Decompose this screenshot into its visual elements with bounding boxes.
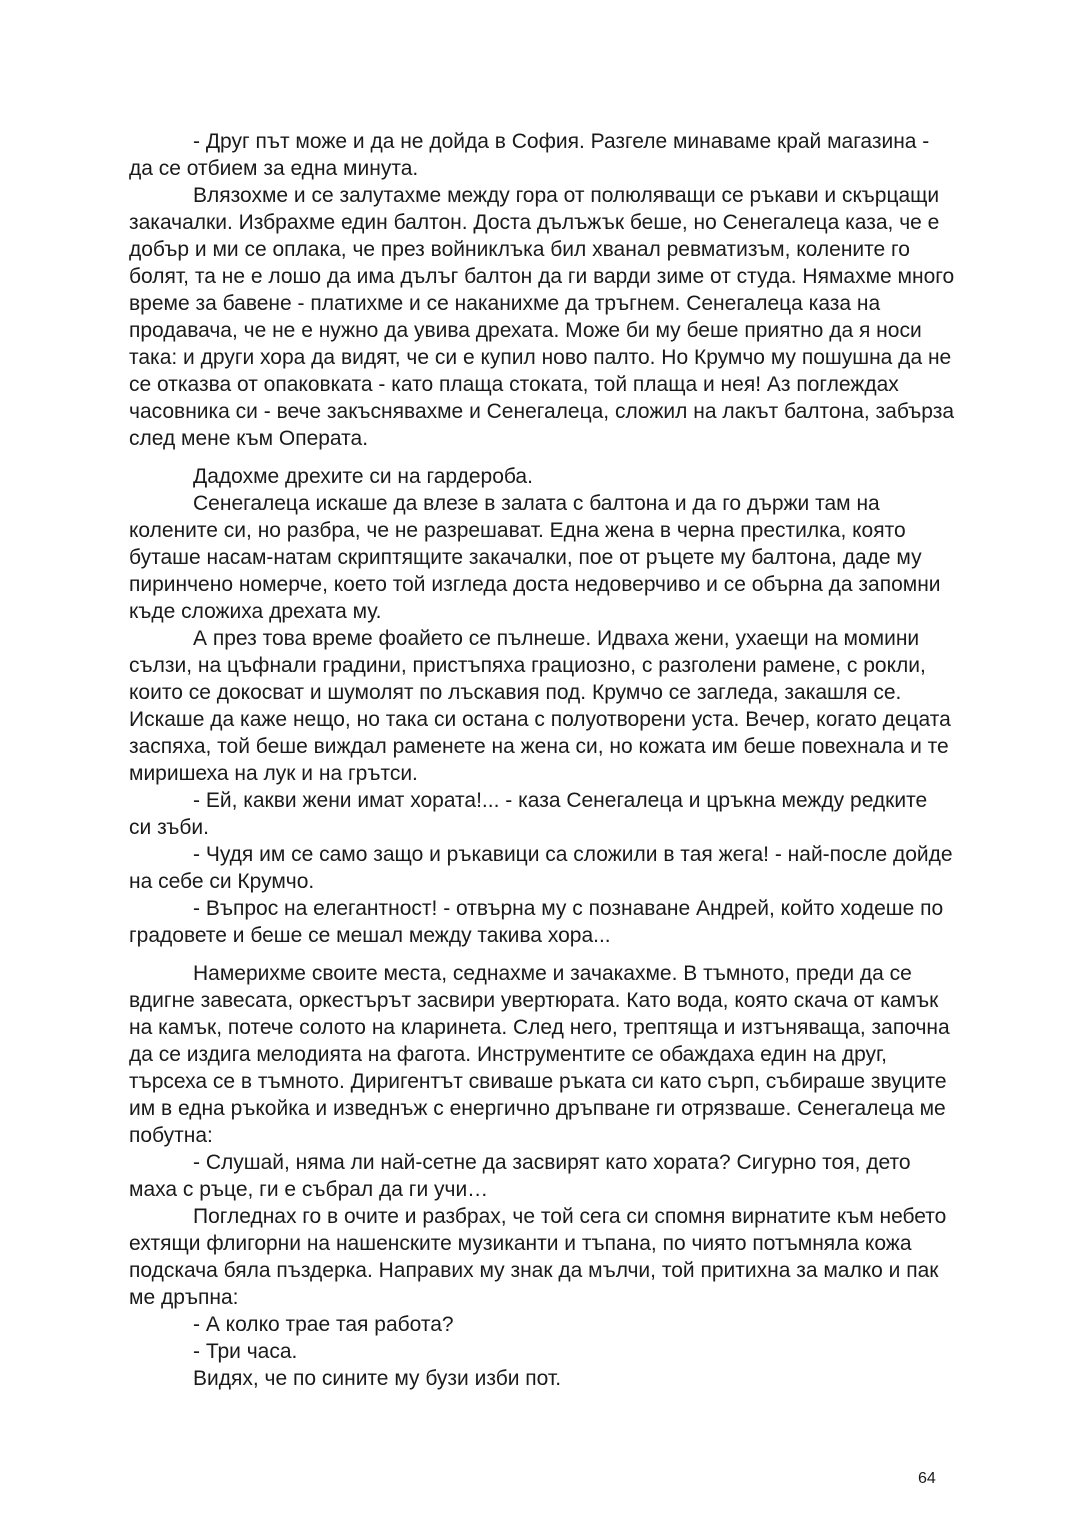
- page-number: 64: [918, 1470, 936, 1487]
- paragraph: - А колко трае тая работа?: [193, 1313, 454, 1336]
- body-text: [129, 128, 955, 1392]
- paragraph: - Чудя им се само защо и ръкавици са сложили в тая жега! - най-после дойде на себе си Крумчо.: [129, 843, 953, 893]
- paragraph: Дадохме дрехите си на гардероба.: [193, 465, 533, 488]
- paragraph: - Друг път може и да не дойда в София. Разгеле минаваме край магазина - да се отбием за една минута.: [129, 130, 930, 180]
- paragraph: - Въпрос на елегантност! - отвърна му с познаване Андрей, който ходеше по градовете и беше се мешал между такива хора...: [129, 897, 944, 947]
- paragraph: - Ей, какви жени имат хората!... - каза Сенегалеца и цръкна между редките си зъби.: [129, 789, 928, 839]
- paragraph: - Слушай, няма ли най-сетне да засвирят като хората? Сигурно тоя, дето маха с ръце, ги е събрал да ги учи…: [129, 1151, 911, 1201]
- paragraph: - Три часа.: [193, 1340, 298, 1363]
- paragraph: Сенегалеца искаше да влезе в залата с балтона и да го държи там на колените си, но разбра, че не разрешават. Една жена в черна престилка, която буташе насам-натам скриптящите закачалки, пое от ръцете му балтона, даде му пиринчено номерче, което той изгледа доста недоверчиво и се обърна да запомни къде сложиха дрехата му.: [129, 492, 941, 623]
- paragraph: А през това време фоайето се пълнеше. Идваха жени, ухаещи на момини сълзи, на цъфнали градини, пристъпяха грациозно, с разголени рамене, с рокли, които се докосват и шумолят по лъскавия под. Крумчо се загледа, закашля се. Искаше да каже нещо, но така си остана с полуотворени уста. Вечер, когато децата заспяха, той беше виждал раменете на жена си, но кожата им беше повехнала и те миришеха на лук и на грътси.: [129, 627, 951, 785]
- paragraph: Погледнах го в очите и разбрах, че той сега си спомня вирнатите към небето ехтящи флигорни на нашенските музиканти и тъпана, по чиято потъмняла кожа подскача бяла пъздерка. Направих му знак да мълчи, той притихна за малко и пак ме дръпна:: [129, 1205, 947, 1309]
- paragraph: Намерихме своите места, седнахме и зачакахме. В тъмното, преди да се вдигне завесата, оркестърът засвири увертюрата. Като вода, която скача от камък на камък, потече солото на кларинета. След него, трептяща и изтъняваща, започна да се издига мелодията на фагота. Инструментите се обаждаха един на друг, търсеха се в тъмното. Диригентът свиваше ръката си като сърп, събираше звуците им в една ръкойка и изведнъж с енергично дръпване ги отрязваше. Сенегалеца ме побутна:: [129, 962, 950, 1147]
- paragraph: Видях, че по сините му бузи изби пот.: [193, 1367, 562, 1390]
- paragraph: Влязохме и се залутахме между гора от полюляващи се ръкави и скърцащи закачалки. Избрахме един балтон. Доста дълъжък беше, но Сенегалеца каза, че е добър и ми се оплака, че през войниклъка бил хванал ревматизъм, колените го болят, та не е лошо да има дълъг балтон да ги варди зиме от студа. Нямахме много време за бавене - платихме и се наканихме да тръгнем. Сенегалеца каза на продавача, че не е нужно да увива дрехата. Може би му беше приятно да я носи така: и други хора да видят, че си е купил ново палто. Но Крумчо му пошушна да не се отказва от опаковката - като плаща стоката, той плаща и нея! Аз поглеждах часовника си - вече закъснявахме и Сенегалеца, сложил на лакът балтона, забърза след мене към Операта.: [129, 184, 955, 450]
